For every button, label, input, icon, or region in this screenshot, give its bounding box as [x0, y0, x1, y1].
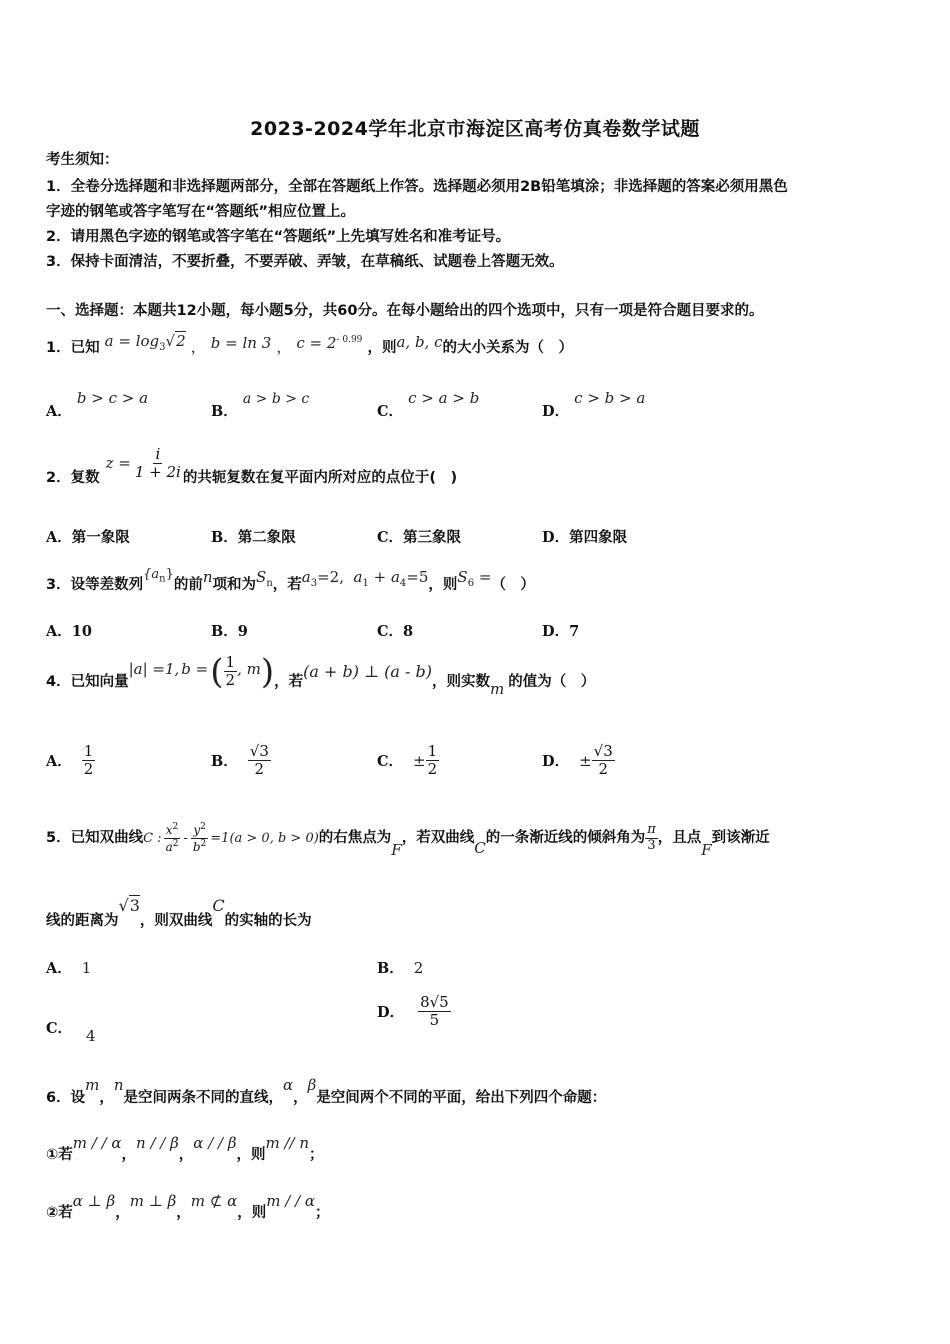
question-1-option-a[interactable]: A． b > c > a: [46, 389, 149, 420]
question-4-stem: 4．已知向量 |a| =1, b = ( $\frac{1}{2}$ , m ) ，若 (a + b) ⊥ (a - b) ，则实数 m 的值为（ ）: [46, 651, 596, 699]
question-1-option-d[interactable]: D． c > b > a: [542, 389, 646, 420]
notice-item-1-line-2: 字迹的钢笔或答字笔写在“答题纸”相应位置上。: [46, 204, 356, 220]
question-5-option-a[interactable]: A． 1: [46, 959, 92, 977]
question-1-option-b[interactable]: B． a > b > c: [211, 391, 310, 420]
question-3-option-d[interactable]: D．7: [542, 623, 580, 640]
question-5-option-b[interactable]: B． 2: [377, 959, 424, 977]
question-2-option-b[interactable]: B．第二象限: [211, 529, 296, 546]
question-6-proposition-2: ②若α ⊥ β，m ⊥ β，m ⊄ α，则m / / α；: [46, 1192, 330, 1221]
question-4-option-a[interactable]: A． $\frac{1}{2}$: [46, 742, 94, 779]
question-1-stem: 1．已知 $a = \log_3√2$ ， b = ln 3 ， $c = 2^{- 0.99}$ ，则a, b, c的大小关系为（ ）: [46, 332, 573, 356]
question-5-option-d[interactable]: D． $\frac{8√5}{5}$: [377, 993, 449, 1030]
question-6-proposition-1: ①若m / / α，n / / β，α / / β，则m // n；: [46, 1134, 324, 1163]
notice-item-3: 3．保持卡面清洁，不要折叠，不要弄破、弄皱，在草稿纸、试题卷上答题无效。: [46, 254, 564, 270]
page-title: 2023-2024学年北京市海淀区高考仿真卷数学试题: [250, 118, 700, 140]
question-2-option-d[interactable]: D．第四象限: [542, 529, 628, 546]
question-3-option-c[interactable]: C．8: [377, 623, 414, 640]
question-1-option-c[interactable]: C． c > a > b: [377, 389, 480, 420]
question-3-stem: 3．设等差数列$\{a_n\}$的前n项和为$S_n$，若$a_3=2$, $a_1 + a_4=5$，则$S_6$ =（ ）: [46, 567, 535, 593]
notice-heading: 考生须知：: [46, 152, 119, 168]
question-2-stem: 2．复数 z = $\frac{i}{1 + 2i}$ 的共轭复数在复平面内所对应的点位于( ): [46, 445, 458, 486]
question-6-stem: 6．设m，n是空间两条不同的直线，α，β是空间两个不同的平面，给出下列四个命题：: [46, 1076, 607, 1106]
question-3-option-a[interactable]: A．10: [46, 623, 92, 640]
question-3-option-b[interactable]: B．9: [211, 623, 248, 640]
question-5-stem-line-1: 5．已知双曲线 C : $\frac{x^2}{a^2}$ - $\frac{y^2}{b^2}$ =1(a > 0, b > 0) 的右焦点为 F ，若双曲线 C 的一条渐近线的倾斜角为 $\frac{\pi}{3}$ ，且点 F 到该渐近: [46, 821, 770, 859]
notice-item-1-line-1: 1．全卷分选择题和非选择题两部分，全部在答题纸上作答。选择题必须用2B铅笔填涂；非选择题的答案必须用黑色: [46, 179, 788, 195]
notice-item-2: 2．请用黑色字迹的钢笔或答字笔在“答题纸”上先填写姓名和准考证号。: [46, 229, 511, 245]
question-4-option-d[interactable]: D． ± $\frac{√3}{2}$: [542, 742, 613, 779]
question-5-stem-line-2: 线的距离为√3，则双曲线C的实轴的长为: [46, 896, 312, 929]
section-heading: 一、选择题：本题共12小题，每小题5分，共60分。在每小题给出的四个选项中，只有一项是符合题目要求的。: [46, 303, 764, 319]
question-2-option-c[interactable]: C．第三象限: [377, 529, 462, 546]
question-2-option-a[interactable]: A．第一象限: [46, 529, 130, 546]
question-5-option-c[interactable]: C． 4: [46, 1020, 96, 1045]
question-4-option-b[interactable]: B． $\frac{√3}{2}$: [211, 742, 269, 779]
question-4-option-c[interactable]: C． ± $\frac{1}{2}$: [377, 742, 438, 779]
